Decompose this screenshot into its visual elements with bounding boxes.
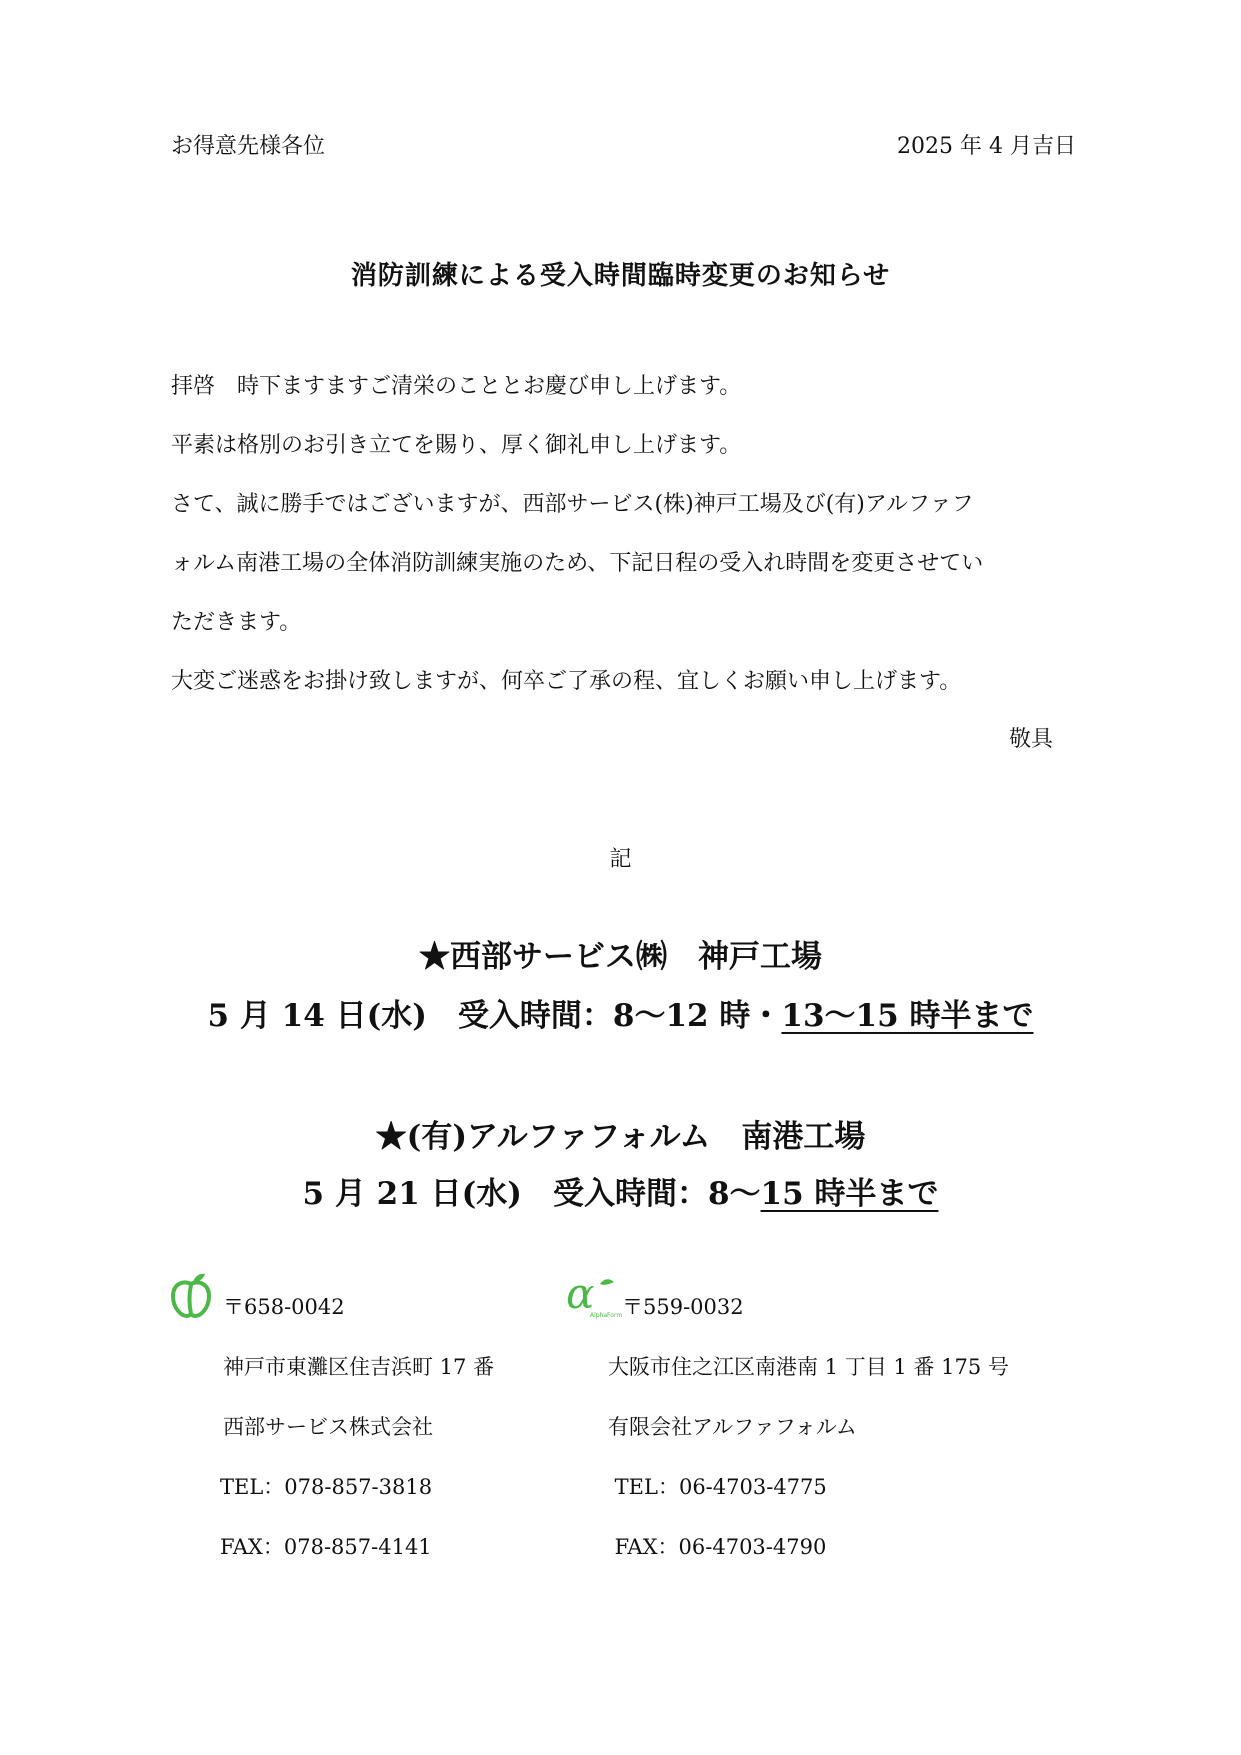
body-line-3: さて、誠に勝手ではございますが、西部サービス(株)神戸工場及び(有)アルファフ <box>171 492 974 517</box>
schedule-2-time <box>0 1168 1241 1213</box>
contact-1-tel: TEL：078-857-3818 <box>220 1475 433 1499</box>
schedule-1-time <box>0 990 1241 1035</box>
contact-1-company: 西部サービス株式会社 <box>223 1415 433 1439</box>
svg-text:α: α <box>566 1269 595 1318</box>
schedule-2-time-underlined: 15 時半まで <box>760 1176 939 1212</box>
date: 2025 年 4 月吉日 <box>897 134 1076 159</box>
alpha-logo-icon <box>566 1269 623 1320</box>
body-line-6: 大変ご迷惑をお掛け致しますが、何卒ご了承の程、宜しくお願い申し上げます。 <box>171 669 962 694</box>
contact-1-address: 神戸市東灘区住吉浜町 17 番 <box>223 1355 495 1379</box>
contact-2-tel: TEL：06-4703-4775 <box>608 1475 827 1499</box>
contact-2-fax: FAX：06-4703-4790 <box>608 1535 827 1559</box>
schedule-1-name: ★西部サービス㈱ 神戸工場 <box>419 939 822 975</box>
body-line-5: ただきます。 <box>171 610 302 635</box>
ki-mark: 記 <box>609 847 632 872</box>
schedule-1-time-underlined: 13～15 時半まで <box>781 998 1034 1034</box>
contact-2-postal: 〒559-0032 <box>622 1295 744 1319</box>
schedule-2-time-prefix: 5 月 21 日(水) 受入時間：8～ <box>302 1176 761 1212</box>
recipient: お得意先様各位 <box>171 134 326 159</box>
page-title: 消防訓練による受入時間臨時変更のお知らせ <box>350 261 891 291</box>
schedule-1-time-prefix: 5 月 14 日(水) 受入時間：8～12 時・ <box>207 998 782 1034</box>
contact-2-company: 有限会社アルファフォルム <box>608 1415 857 1439</box>
contact-1-fax: FAX：078-857-4141 <box>220 1535 432 1559</box>
body-line-4: ォルム南港工場の全体消防訓練実施のため、下記日程の受入れ時間を変更させてい <box>171 551 984 576</box>
contact-1-postal: 〒658-0042 <box>223 1295 345 1319</box>
svg-text:AlphaForm: AlphaForm <box>590 1312 623 1319</box>
schedule-2-name: ★(有)アルファフォルム 南港工場 <box>375 1119 866 1155</box>
body-line-1: 拝啓 時下ますますご清栄のこととお慶び申し上げます。 <box>171 374 742 399</box>
contact-2-address: 大阪市住之江区南港南 1 丁目 1 番 175 号 <box>608 1355 1009 1379</box>
apple-logo-icon <box>171 1272 211 1318</box>
body-line-2: 平素は格別のお引き立てを賜り、厚く御礼申し上げます。 <box>171 433 742 458</box>
closing: 敬具 <box>1009 727 1054 752</box>
